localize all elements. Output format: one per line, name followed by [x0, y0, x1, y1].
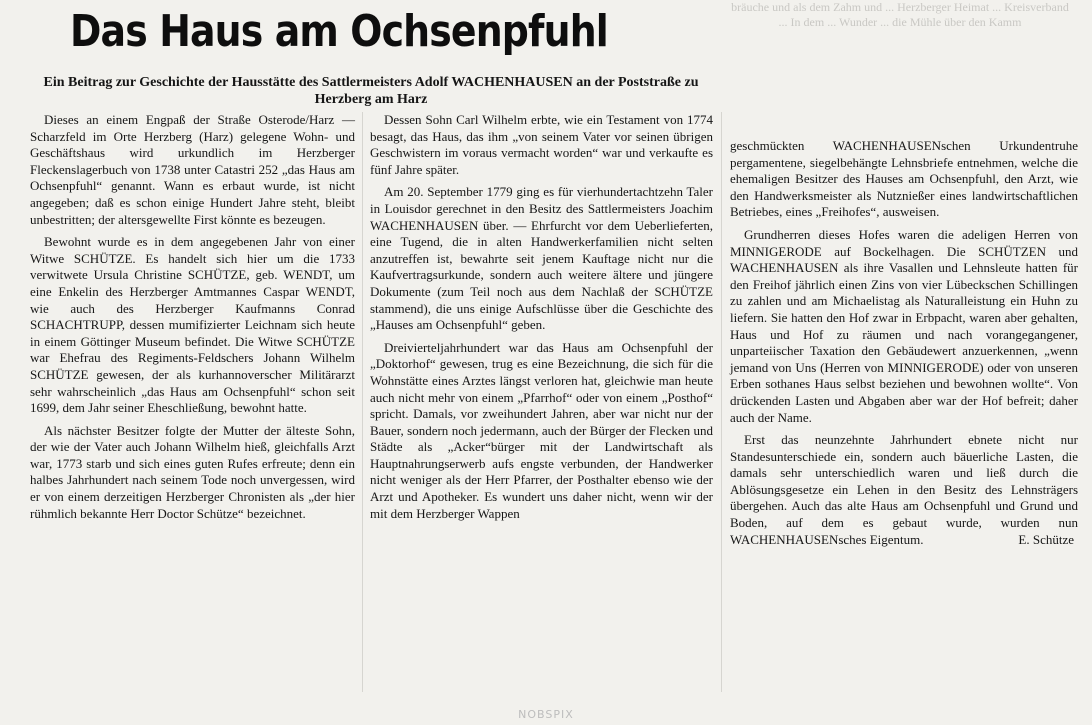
paragraph: Als nächster Besitzer folgte der Mutter der älteste Sohn, der wie der Vater auch Johann Wilhelm hieß, gleichfalls Arzt war, 1773 starb und sich eines guten Rufes erfreute; denn ein halbes Jahrhundert nach seinem Tode noch unvergessen, wird er von einem derzeitigen Herzberger Chronisten als „der hier rühmlich bekannte Herr Doctor Schütze“ bezeichnet.: [30, 422, 355, 521]
paragraph-text: Erst das neunzehnte Jahrhundert ebnete nicht nur Standesunterschiede ein, sondern auch bäuerliche Lasten, die damals sehr unterschiedlich waren und ließ durch die Ablösungsgesetze ein Lehen in den Besitz des Lehnsträgers übergehen. Auch das alte Haus am Ochsenpfuhl und Grund und Boden, auf dem es gebaut wurde, wurden nun WACHENHAUSENsches Eigentum.: [730, 432, 1078, 547]
paragraph: Am 20. September 1779 ging es für vierhundertachtzehn Taler in Louisdor gerechnet in den Besitz des Sattlermeisters Joachim WACHENHAUSEN über. — Ehrfurcht vor dem Ueberlieferten, eine Tugend, die in alten Handwerkerfamilien nicht selten anzutreffen ist, bewahrte seit jenem Kauftage nicht nur die Kaufvertragsurkunde, sondern auch weitere ältere und jüngere Dokumente (zum Teil noch aus dem Nachlaß der SCHÜTZE stammend), die uns einige Aufschlüsse über die Geschichte des „Hauses am Ochsenpfuhl“ geben.: [370, 184, 713, 333]
paragraph: [730, 432, 1078, 548]
text-column-1: [30, 112, 355, 522]
bleed-through-text: bräuche und als dem Zahm und ... Herzberger Heimat ... Kreisverband ... In dem ... Wunder ... die Mühle über den Kamm: [731, 0, 1069, 29]
article-headline: Das Haus am Ochsenpfuhl: [70, 6, 608, 57]
paragraph: Dreivierteljahrhundert war das Haus am Ochsenpfuhl der „Doktorhof“ gewesen, trug es eine Bezeichnung, die sich für die Wohnstätte eines Arztes längst verloren hat, gleichwie man heute auch nicht mehr von einem „Pfarrhof“ oder von einem „Posthof“ spricht. Damals, vor zweihundert Jahren, aber war nicht nur der Bauer, sondern noch jedermann, auch der Bürger der Flecken und Städte als „Acker“bürger mit der Landwirtschaft als Hauptnahrungserwerb aufs engste verbunden, der Handwerker nicht weniger als der Herr Pfarrer, der Posthalter ebenso wie der Arzt und Apotheker. Es wundert uns daher nicht, wenn wir der mit dem Herzberger Wappen: [370, 339, 713, 521]
watermark: NOBSPIX: [518, 708, 574, 721]
author-signature: E. Schütze: [1018, 531, 1074, 547]
paragraph: Grundherren dieses Hofes waren die adeligen Herren von MINNIGERODE auf Bockelhagen. Die SCHÜTZEN und WACHENHAUSEN als ihre Vasallen und Lehnsleute hatten für den Freihof jährlich einen Zins von vier Lübeckschen Schillingen zu zahlen und am Michaelistag als Naturalleistung ein Huhn zu liefern. Sie hatten den Hof zwar in Erbpacht, waren aber gehalten, Haus und Hof zu räumen und nach vorangegangener, unparteiischer Taxation den Gebäudewert anzuerkennen, „wenn jemand von Uns (Herren von MINNIGERODE) oder von unseren Erben sothanes Haus selbst beziehen und bewohnen wollte“. Von drückenden Lasten und Abgaben aber war der Hof befreit; daher auch der Name.: [730, 226, 1078, 425]
paragraph: Bewohnt wurde es in dem angegebenen Jahr von einer Witwe SCHÜTZE. Es handelt sich hier um die 1733 verwitwete Ursula Christine SCHÜTZE, geb. WENDT, um eine Enkelin des Herzberger Amtmannes Caspar WENDT, wie auch des Herzberger Kaufmanns Conrad SCHACHTRUPP, dessen mumifizierter Leichnam sich heute in einem Göttinger Museum befindet. Die Witwe SCHÜTZE war Ehefrau des Regiments-Feldschers Johann Wilhelm SCHÜTZE gewesen, der als kurhannoverscher Militärarzt sehr wahrscheinlich „das Haus am Ochsenpfuhl“ schon seit 1699, dem Jahr seiner Eheschließung, bewohnt hatte.: [30, 234, 355, 416]
paragraph: Dessen Sohn Carl Wilhelm erbte, wie ein Testament von 1774 besagt, das Haus, das ihm „von seinem Vater vor seinen übrigen Geschwistern im voraus vermacht worden“ war und verkaufte es fünf Jahre später.: [370, 112, 713, 177]
paragraph: geschmückten WACHENHAUSENschen Urkundentruhe pergamentene, siegelbehängte Lehnsbriefe entnehmen, welche die ehemaligen Besitzer des Hauses am Ochsenpfuhl, den Arzt, wie den Handwerksmeister als Nutznießer eines landwirtschaftlichen Betriebes, eines „Freihofes“, ausweisen.: [730, 138, 1078, 220]
text-column-2: [370, 112, 713, 522]
text-column-3: [730, 138, 1078, 548]
paragraph: Dieses an einem Engpaß der Straße Osterode/Harz — Scharzfeld im Orte Herzberg (Harz) gelegene Wohn- und Geschäftshaus wird urkundlich im Herzberger Fleckenslagerbuch von 1738 unter Catastri 252 „das Haus am Ochsenpfuhl“ genannt. Wann es erbaut wurde, ist nicht angegeben; daß es schon einige Hundert Jahre steht, bleibt unbestritten; der altersgewellte First könnte es bezeugen.: [30, 112, 355, 227]
article-subtitle: Ein Beitrag zur Geschichte der Hausstätte des Sattlermeisters Adolf WACHENHAUSEN an der Poststraße zu Herzberg am Harz: [43, 75, 699, 107]
column-divider: [721, 112, 722, 692]
column-divider: [362, 112, 363, 692]
